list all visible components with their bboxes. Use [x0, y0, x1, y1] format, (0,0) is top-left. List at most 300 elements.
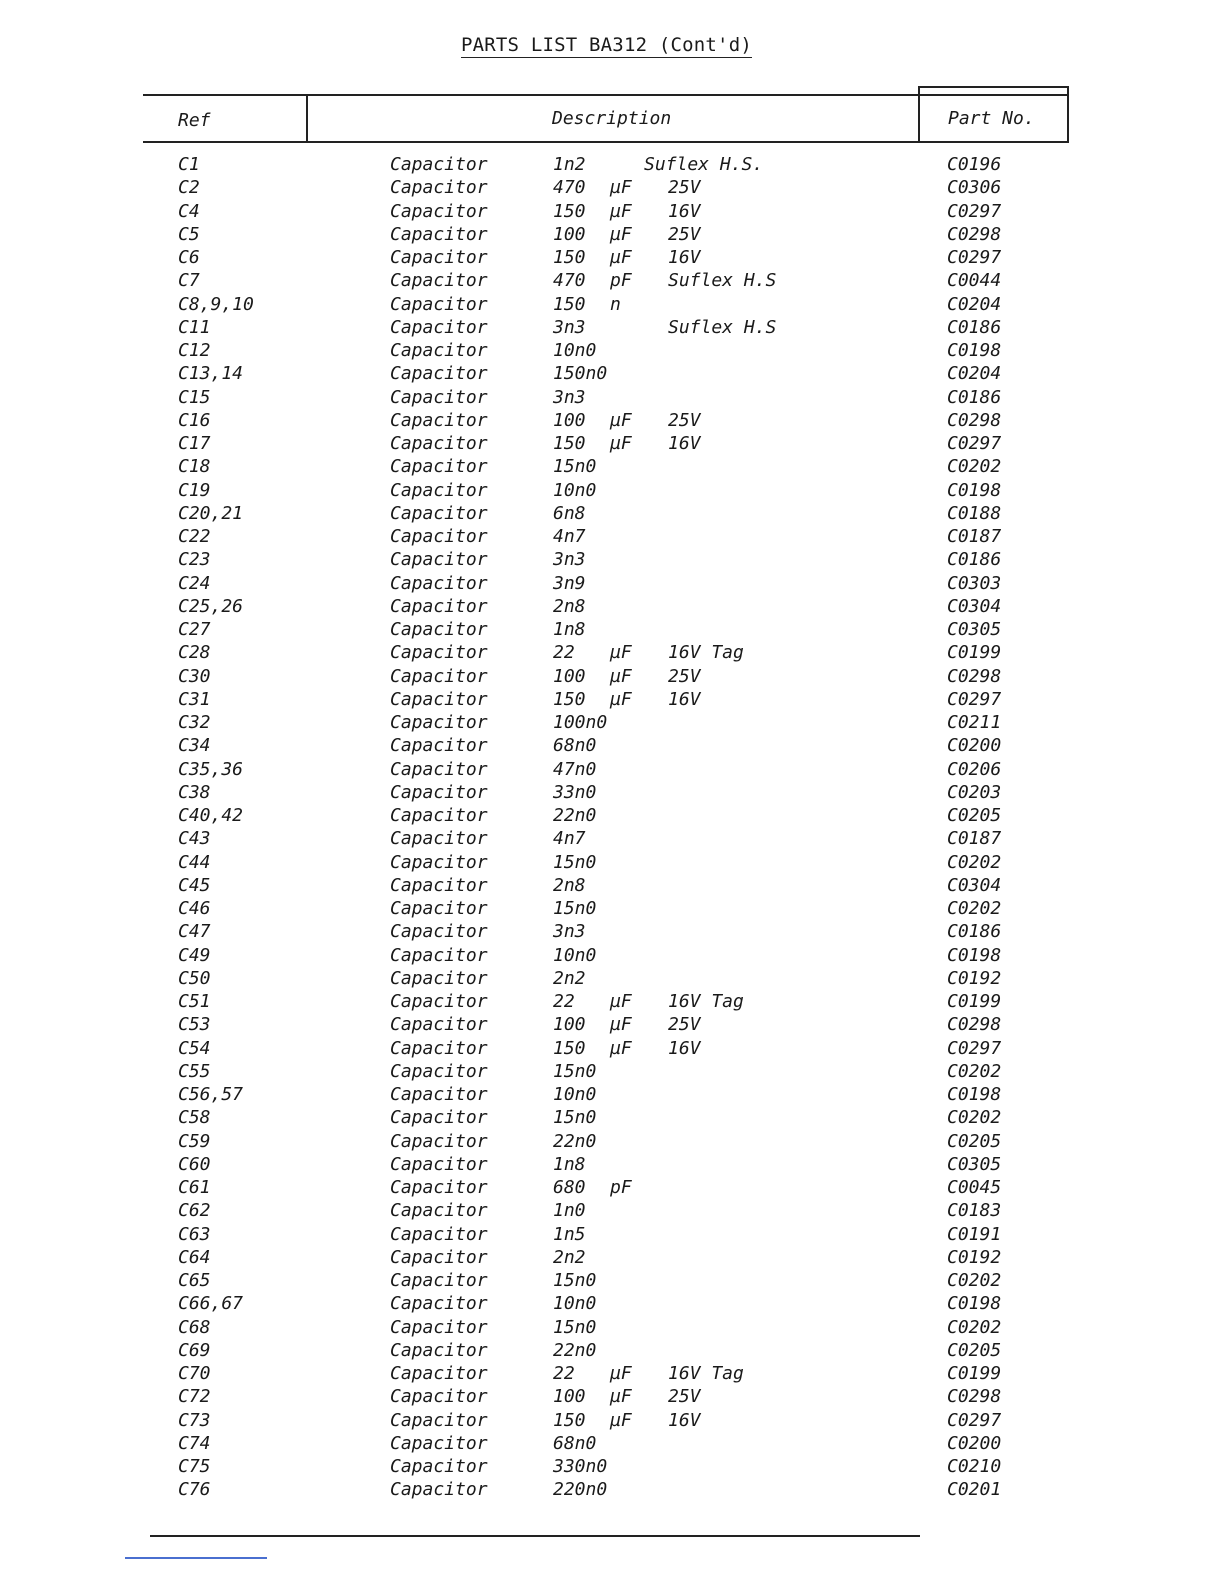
- part-value: 10n0: [553, 340, 597, 361]
- table-row: [0, 805, 1224, 828]
- part-ref: C30: [178, 665, 211, 687]
- part-number: C0199: [947, 1363, 1002, 1384]
- part-type: Capacitor: [390, 316, 488, 338]
- part-unit: µF: [610, 1014, 632, 1036]
- part-type: Capacitor: [390, 1223, 488, 1245]
- part-value: 47n0: [553, 758, 597, 780]
- part-rating: 16V: [668, 1037, 701, 1059]
- part-value: 22n0: [553, 1339, 597, 1361]
- part-rating: 16V Tag: [668, 991, 744, 1012]
- part-value: 1n0: [553, 1200, 586, 1222]
- table-row: [0, 154, 1224, 177]
- part-number: C0298: [947, 1014, 1002, 1036]
- part-type: Capacitor: [390, 549, 488, 571]
- part-value: 2n8: [553, 874, 586, 896]
- table-row: [0, 945, 1224, 968]
- part-rating: 25V: [668, 665, 701, 687]
- part-unit: µF: [610, 200, 632, 222]
- col-divider-ref: [306, 94, 308, 142]
- part-value: 150: [553, 1409, 586, 1431]
- table-row: [0, 1038, 1224, 1061]
- part-number: C0188: [947, 502, 1002, 524]
- part-value: 680: [553, 1177, 586, 1198]
- part-value: 22: [553, 991, 575, 1012]
- part-number: C0187: [947, 828, 1002, 850]
- part-value: 100: [553, 223, 586, 245]
- part-type: Capacitor: [390, 1153, 488, 1175]
- part-type: Capacitor: [390, 595, 488, 617]
- table-row: [0, 991, 1224, 1014]
- part-ref: C25,26: [178, 595, 244, 617]
- part-ref: C8,9,10: [178, 293, 254, 315]
- footer-rule: [125, 1557, 267, 1559]
- table-row: [0, 875, 1224, 898]
- table-row: [0, 410, 1224, 433]
- part-rating: 16V Tag: [668, 642, 744, 664]
- part-value: 10n0: [553, 944, 597, 966]
- part-value: 68n0: [553, 735, 597, 757]
- part-type: Capacitor: [390, 1339, 488, 1361]
- part-type: Capacitor: [390, 665, 488, 687]
- part-value: 68n0: [553, 1432, 597, 1454]
- part-value: 15n0: [553, 898, 597, 919]
- table-bottom-border: [150, 1535, 920, 1537]
- part-number: C0204: [947, 293, 1002, 315]
- part-value: 6n8: [553, 502, 586, 524]
- part-value: 33n0: [553, 781, 597, 803]
- part-unit: µF: [610, 1409, 632, 1431]
- part-type: Capacitor: [390, 1432, 488, 1454]
- part-number: C0187: [947, 526, 1002, 547]
- part-type: Capacitor: [390, 1316, 488, 1338]
- part-ref: C22: [178, 526, 211, 547]
- part-number: C0205: [947, 1339, 1002, 1361]
- table-row: [0, 1410, 1224, 1433]
- part-value: 150: [553, 200, 586, 222]
- table-right-top: [918, 86, 1068, 88]
- part-type: Capacitor: [390, 642, 488, 664]
- table-row: [0, 317, 1224, 340]
- part-rating: Suflex H.S: [668, 316, 777, 338]
- part-value: 3n3: [553, 549, 586, 571]
- part-type: Capacitor: [390, 1107, 488, 1129]
- part-value: 1n5: [553, 1223, 586, 1245]
- part-number: C0297: [947, 433, 1002, 454]
- part-type: Capacitor: [390, 991, 488, 1012]
- table-row: [0, 1154, 1224, 1177]
- table-row: [0, 1131, 1224, 1154]
- part-number: C0045: [947, 1177, 1002, 1198]
- part-type: Capacitor: [390, 1130, 488, 1152]
- header-part-no: Part No.: [948, 108, 1035, 129]
- part-number: C0305: [947, 619, 1002, 640]
- part-value: 470: [553, 270, 586, 292]
- part-number: C0191: [947, 1223, 1002, 1245]
- part-note: Suflex H.S.: [644, 154, 764, 175]
- part-rating: 16V: [668, 1409, 701, 1431]
- part-type: Capacitor: [390, 247, 488, 268]
- part-value: 3n3: [553, 386, 586, 408]
- part-number: C0298: [947, 665, 1002, 687]
- part-value: 150: [553, 247, 586, 268]
- part-unit: µF: [610, 1363, 632, 1384]
- part-value: 3n3: [553, 921, 586, 943]
- part-number: C0305: [947, 1153, 1002, 1175]
- part-type: Capacitor: [390, 1270, 488, 1291]
- part-number: C0198: [947, 1084, 1002, 1105]
- part-unit: µF: [610, 1037, 632, 1059]
- part-value: 3n9: [553, 572, 586, 594]
- part-number: C0198: [947, 340, 1002, 361]
- table-row: [0, 596, 1224, 619]
- part-type: Capacitor: [390, 1037, 488, 1059]
- part-ref: C24: [178, 572, 211, 594]
- table-row: [0, 1317, 1224, 1340]
- part-number: C0199: [947, 991, 1002, 1012]
- part-ref: C56,57: [178, 1084, 244, 1105]
- part-type: Capacitor: [390, 828, 488, 850]
- part-ref: C47: [178, 921, 211, 943]
- header-description: Description: [552, 108, 672, 129]
- part-unit: pF: [610, 1177, 632, 1198]
- part-value: 100: [553, 1386, 586, 1408]
- part-type: Capacitor: [390, 1293, 488, 1315]
- part-number: C0200: [947, 735, 1002, 757]
- part-number: C0200: [947, 1432, 1002, 1454]
- table-row: [0, 270, 1224, 293]
- part-value: 22n0: [553, 805, 597, 826]
- part-ref: C4: [178, 200, 200, 222]
- part-ref: C2: [178, 177, 200, 199]
- part-ref: C45: [178, 874, 211, 896]
- table-row: [0, 735, 1224, 758]
- part-ref: C75: [178, 1456, 211, 1477]
- part-unit: µF: [610, 642, 632, 664]
- part-type: Capacitor: [390, 758, 488, 780]
- part-value: 15n0: [553, 1316, 597, 1338]
- part-ref: C76: [178, 1479, 211, 1501]
- part-ref: C50: [178, 967, 211, 989]
- part-number: C0044: [947, 270, 1002, 292]
- part-ref: C12: [178, 340, 211, 361]
- part-unit: µF: [610, 223, 632, 245]
- part-value: 1n8: [553, 1153, 586, 1175]
- part-value: 150: [553, 433, 586, 454]
- part-unit: µF: [610, 688, 632, 710]
- table-row: [0, 526, 1224, 549]
- part-ref: C15: [178, 386, 211, 408]
- part-ref: C65: [178, 1270, 211, 1291]
- part-ref: C1: [178, 154, 200, 175]
- table-row: [0, 1479, 1224, 1502]
- part-number: C0297: [947, 247, 1002, 268]
- part-type: Capacitor: [390, 781, 488, 803]
- part-value: 220n0: [553, 1479, 608, 1501]
- part-ref: C7: [178, 270, 200, 292]
- part-number: C0297: [947, 1037, 1002, 1059]
- part-number: C0198: [947, 944, 1002, 966]
- table-row: [0, 1456, 1224, 1479]
- part-number: C0297: [947, 1409, 1002, 1431]
- table-row: [0, 968, 1224, 991]
- part-number: C0198: [947, 1293, 1002, 1315]
- part-ref: C5: [178, 223, 200, 245]
- part-type: Capacitor: [390, 1060, 488, 1082]
- part-value: 10n0: [553, 1293, 597, 1315]
- part-type: Capacitor: [390, 270, 488, 292]
- page-title: PARTS LIST BA312 (Cont'd): [461, 34, 752, 56]
- table-row: [0, 782, 1224, 805]
- part-value: 15n0: [553, 1107, 597, 1129]
- part-type: Capacitor: [390, 712, 488, 733]
- part-rating: Suflex H.S: [668, 270, 777, 292]
- table-row: [0, 503, 1224, 526]
- part-value: 1n8: [553, 619, 586, 640]
- part-ref: C16: [178, 409, 211, 431]
- part-value: 150: [553, 293, 586, 315]
- part-type: Capacitor: [390, 502, 488, 524]
- part-type: Capacitor: [390, 619, 488, 640]
- part-number: C0199: [947, 642, 1002, 664]
- part-value: 470: [553, 177, 586, 199]
- part-ref: C74: [178, 1432, 211, 1454]
- part-type: Capacitor: [390, 1014, 488, 1036]
- part-number: C0186: [947, 386, 1002, 408]
- part-ref: C44: [178, 851, 211, 873]
- part-number: C0304: [947, 874, 1002, 896]
- part-ref: C6: [178, 247, 200, 268]
- table-row: [0, 1340, 1224, 1363]
- part-number: C0202: [947, 456, 1002, 478]
- part-ref: C59: [178, 1130, 211, 1152]
- part-rating: 16V: [668, 688, 701, 710]
- part-ref: C28: [178, 642, 211, 664]
- table-row: [0, 619, 1224, 642]
- part-number: C0298: [947, 223, 1002, 245]
- part-type: Capacitor: [390, 526, 488, 547]
- table-row: [0, 1224, 1224, 1247]
- part-number: C0202: [947, 898, 1002, 919]
- part-ref: C40,42: [178, 805, 244, 826]
- part-ref: C35,36: [178, 758, 244, 780]
- table-row: [0, 294, 1224, 317]
- part-value: 4n7: [553, 828, 586, 850]
- table-top-border: [143, 94, 1069, 96]
- part-number: C0205: [947, 1130, 1002, 1152]
- part-rating: 16V: [668, 433, 701, 454]
- table-row: [0, 1433, 1224, 1456]
- table-row: [0, 712, 1224, 735]
- part-ref: C73: [178, 1409, 211, 1431]
- part-rating: 16V: [668, 247, 701, 268]
- table-row: [0, 247, 1224, 270]
- part-type: Capacitor: [390, 433, 488, 454]
- table-row: [0, 433, 1224, 456]
- part-ref: C53: [178, 1014, 211, 1036]
- part-type: Capacitor: [390, 572, 488, 594]
- part-type: Capacitor: [390, 1409, 488, 1431]
- part-type: Capacitor: [390, 851, 488, 873]
- part-type: Capacitor: [390, 1456, 488, 1477]
- part-ref: C27: [178, 619, 211, 640]
- table-row: [0, 828, 1224, 851]
- part-number: C0196: [947, 154, 1002, 175]
- header-ref: Ref: [178, 110, 211, 131]
- part-value: 22: [553, 1363, 575, 1384]
- part-number: C0206: [947, 758, 1002, 780]
- part-value: 3n3: [553, 316, 586, 338]
- table-row: [0, 666, 1224, 689]
- part-type: Capacitor: [390, 1386, 488, 1408]
- part-ref: C23: [178, 549, 211, 571]
- part-number: C0201: [947, 1479, 1002, 1501]
- part-ref: C51: [178, 991, 211, 1012]
- part-ref: C62: [178, 1200, 211, 1222]
- part-value: 22: [553, 642, 575, 664]
- part-value: 4n7: [553, 526, 586, 547]
- part-number: C0297: [947, 688, 1002, 710]
- table-row: [0, 921, 1224, 944]
- part-value: 100: [553, 1014, 586, 1036]
- table-right-border: [1067, 86, 1069, 142]
- part-type: Capacitor: [390, 409, 488, 431]
- part-number: C0204: [947, 363, 1002, 385]
- part-ref: C20,21: [178, 502, 244, 524]
- part-ref: C11: [178, 316, 211, 338]
- part-ref: C70: [178, 1363, 211, 1384]
- table-row: [0, 759, 1224, 782]
- table-row: [0, 1107, 1224, 1130]
- part-ref: C43: [178, 828, 211, 850]
- col-divider-part: [918, 88, 920, 142]
- part-unit: µF: [610, 177, 632, 199]
- part-rating: 25V: [668, 177, 701, 199]
- part-rating: 25V: [668, 1386, 701, 1408]
- part-number: C0202: [947, 1316, 1002, 1338]
- part-type: Capacitor: [390, 688, 488, 710]
- table-row: [0, 340, 1224, 363]
- part-ref: C19: [178, 479, 211, 501]
- part-type: Capacitor: [390, 1363, 488, 1384]
- part-number: C0186: [947, 549, 1002, 571]
- part-number: C0186: [947, 921, 1002, 943]
- part-value: 150: [553, 1037, 586, 1059]
- part-rating: 25V: [668, 223, 701, 245]
- part-ref: C49: [178, 944, 211, 966]
- part-number: C0306: [947, 177, 1002, 199]
- table-row: [0, 1363, 1224, 1386]
- table-row: [0, 852, 1224, 875]
- part-type: Capacitor: [390, 200, 488, 222]
- part-type: Capacitor: [390, 967, 488, 989]
- part-value: 330n0: [553, 1456, 608, 1477]
- part-ref: C38: [178, 781, 211, 803]
- part-type: Capacitor: [390, 479, 488, 501]
- part-type: Capacitor: [390, 154, 488, 175]
- part-value: 100: [553, 409, 586, 431]
- part-number: C0203: [947, 781, 1002, 803]
- part-value: 15n0: [553, 851, 597, 873]
- part-value: 10n0: [553, 1084, 597, 1105]
- part-ref: C34: [178, 735, 211, 757]
- part-number: C0303: [947, 572, 1002, 594]
- part-unit: µF: [610, 665, 632, 687]
- part-type: Capacitor: [390, 735, 488, 757]
- part-number: C0202: [947, 1270, 1002, 1291]
- part-ref: C31: [178, 688, 211, 710]
- part-unit: µF: [610, 991, 632, 1012]
- part-value: 15n0: [553, 1270, 597, 1291]
- part-ref: C17: [178, 433, 211, 454]
- table-row: [0, 224, 1224, 247]
- part-ref: C55: [178, 1060, 211, 1082]
- table-row: [0, 689, 1224, 712]
- table-row: [0, 1084, 1224, 1107]
- part-type: Capacitor: [390, 293, 488, 315]
- part-value: 150n0: [553, 363, 608, 385]
- table-row: [0, 1293, 1224, 1316]
- part-unit: µF: [610, 433, 632, 454]
- part-number: C0183: [947, 1200, 1002, 1222]
- part-type: Capacitor: [390, 874, 488, 896]
- part-rating: 16V Tag: [668, 1363, 744, 1384]
- part-value: 2n2: [553, 1246, 586, 1268]
- part-number: C0192: [947, 1246, 1002, 1268]
- part-number: C0297: [947, 200, 1002, 222]
- part-number: C0192: [947, 967, 1002, 989]
- part-type: Capacitor: [390, 898, 488, 919]
- table-row: [0, 1247, 1224, 1270]
- table-row: [0, 201, 1224, 224]
- part-ref: C13,14: [178, 363, 244, 385]
- part-ref: C72: [178, 1386, 211, 1408]
- table-row: [0, 177, 1224, 200]
- table-row: [0, 573, 1224, 596]
- part-ref: C64: [178, 1246, 211, 1268]
- part-number: C0304: [947, 595, 1002, 617]
- part-value: 100: [553, 665, 586, 687]
- part-ref: C32: [178, 712, 211, 733]
- part-number: C0211: [947, 712, 1002, 733]
- part-rating: 16V: [668, 200, 701, 222]
- part-ref: C66,67: [178, 1293, 244, 1315]
- part-ref: C46: [178, 898, 211, 919]
- part-type: Capacitor: [390, 921, 488, 943]
- part-type: Capacitor: [390, 386, 488, 408]
- part-ref: C61: [178, 1177, 211, 1198]
- part-number: C0298: [947, 1386, 1002, 1408]
- part-value: 100n0: [553, 712, 608, 733]
- part-ref: C69: [178, 1339, 211, 1361]
- part-ref: C18: [178, 456, 211, 478]
- part-number: C0205: [947, 805, 1002, 826]
- part-value: 15n0: [553, 456, 597, 478]
- table-row: [0, 480, 1224, 503]
- part-number: C0202: [947, 851, 1002, 873]
- part-value: 2n2: [553, 967, 586, 989]
- part-ref: C68: [178, 1316, 211, 1338]
- part-number: C0210: [947, 1456, 1002, 1477]
- table-row: [0, 1014, 1224, 1037]
- table-row: [0, 1386, 1224, 1409]
- part-type: Capacitor: [390, 944, 488, 966]
- table-row: [0, 1200, 1224, 1223]
- part-unit: pF: [610, 270, 632, 292]
- part-number: C0202: [947, 1060, 1002, 1082]
- table-row: [0, 549, 1224, 572]
- part-type: Capacitor: [390, 177, 488, 199]
- part-ref: C58: [178, 1107, 211, 1129]
